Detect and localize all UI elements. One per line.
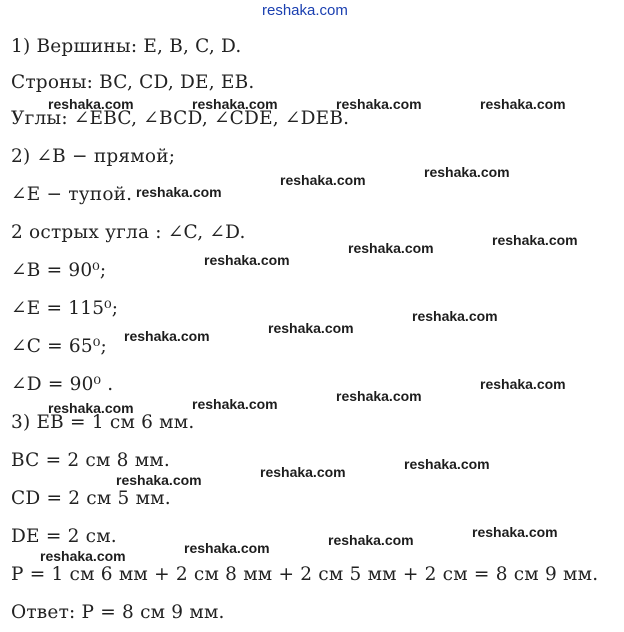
watermark: reshaka.com [192,396,278,412]
watermark: reshaka.com [48,96,134,112]
solution-line: ∠C = 65⁰; [11,336,107,357]
solution-line: CD = 2 см 5 мм. [11,488,171,509]
watermark: reshaka.com [472,524,558,540]
solution-line: ∠E = 115⁰; [11,298,119,319]
watermark: reshaka.com [116,472,202,488]
watermark: reshaka.com [260,464,346,480]
solution-line: Углы: ∠EBC, ∠BCD, ∠CDE, ∠DEB. [11,108,350,129]
solution-line: DE = 2 см. [11,526,117,547]
solution-line: ∠B = 90⁰; [11,260,107,281]
watermark: reshaka.com [40,548,126,564]
solution-line: Ответ: P = 8 см 9 мм. [11,602,225,623]
watermark: reshaka.com [268,320,354,336]
solution-line: 1) Вершины: E, B, C, D. [11,36,242,57]
solution-line: BC = 2 см 8 мм. [11,450,170,471]
watermark: reshaka.com [424,164,510,180]
solution-line: P = 1 см 6 мм + 2 см 8 мм + 2 см 5 мм + 2 см = 8 см 9 мм. [11,564,599,585]
solution-line: ∠E − тупой. [11,184,133,205]
watermark: reshaka.com [48,400,134,416]
watermark: reshaka.com [336,388,422,404]
watermark: reshaka.com [480,96,566,112]
solution-line: 2 острых угла : ∠C, ∠D. [11,222,246,243]
site-link[interactable]: reshaka.com [262,2,348,19]
watermark: reshaka.com [184,540,270,556]
watermark: reshaka.com [404,456,490,472]
solution-line: 3) EB = 1 см 6 мм. [11,412,195,433]
watermark: reshaka.com [136,184,222,200]
watermark: reshaka.com [192,96,278,112]
watermark: reshaka.com [336,96,422,112]
watermark: reshaka.com [204,252,290,268]
watermark: reshaka.com [124,328,210,344]
watermark: reshaka.com [492,232,578,248]
solution-line: ∠D = 90⁰ . [11,374,114,395]
watermark: reshaka.com [328,532,414,548]
watermark: reshaka.com [348,240,434,256]
watermark: reshaka.com [280,172,366,188]
solution-line: Строны: BC, CD, DE, EB. [11,72,255,93]
watermark: reshaka.com [412,308,498,324]
watermark: reshaka.com [480,376,566,392]
solution-line: 2) ∠B − прямой; [11,146,176,167]
